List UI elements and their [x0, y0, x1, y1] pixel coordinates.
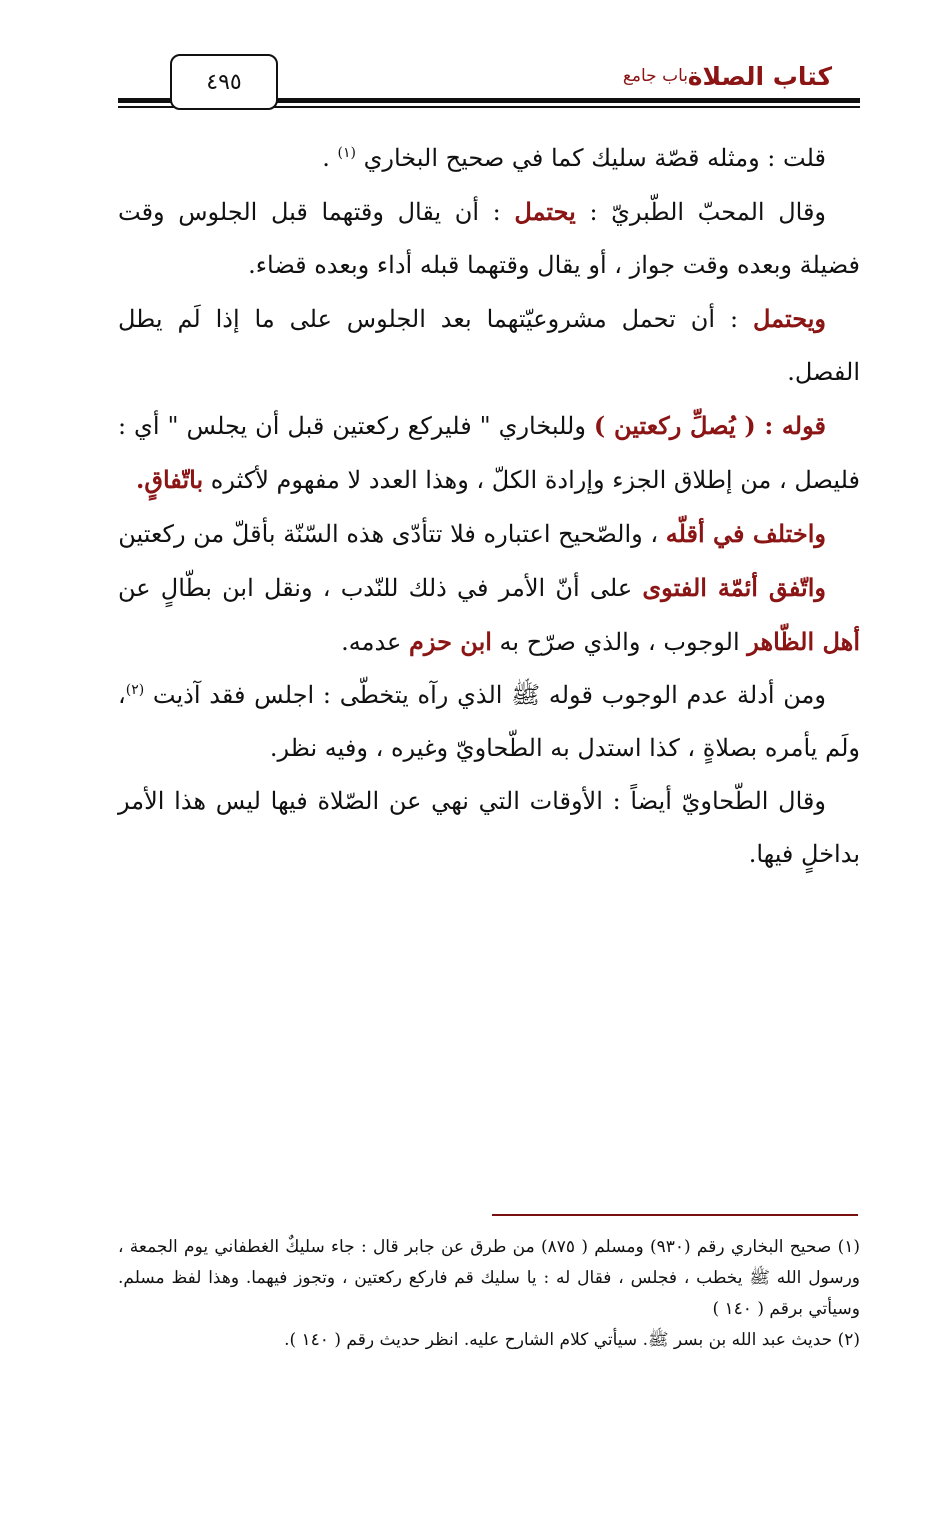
- text-run: ومن أدلة عدم الوجوب قوله ﷺ الذي رآه يتخطّى : اجلس فقد آذيت: [144, 681, 826, 709]
- book-title: كتاب الصلاة: [687, 62, 832, 91]
- highlighted-term: قوله : ( يُصلِّ ركعتين ): [593, 411, 826, 440]
- chapter-title: باب جامع: [622, 66, 688, 86]
- paragraph: [118, 561, 860, 669]
- highlighted-term: أهل الظّاهر: [747, 627, 860, 656]
- page-header: [118, 50, 860, 112]
- paragraph: [118, 399, 860, 507]
- footnote-ref: (٢): [125, 682, 145, 698]
- highlighted-term: باتّفاقٍ.: [136, 465, 204, 494]
- page-number: ٤٩٥: [170, 54, 278, 110]
- highlighted-term: ابن حزم: [409, 627, 492, 656]
- text-run: ، والصّحيح اعتباره فلا تتأدّى هذه السّنّة بأقلّ من ركعتين: [118, 520, 666, 548]
- text-run: قلت : ومثله قصّة سليك كما في صحيح البخاري: [355, 144, 826, 172]
- text-run: على أنّ الأمر في ذلك للنّدب ، ونقل ابن بطّالٍ عن: [118, 574, 643, 602]
- footnote-ref: (١): [337, 145, 356, 161]
- paragraph: [118, 185, 860, 292]
- text-run: وقال الطّحاويّ أيضاً : الأوقات التي نهي عن الصّلاة فيها ليس هذا الأمر بداخلٍ فيها.: [118, 787, 860, 868]
- text-run: : أن يقال وقتهما قبل الجلوس وقت فضيلة وبعده وقت جواز ، أو يقال وقتهما قبله أداء وبعده قضاء.: [118, 198, 860, 279]
- text-run: : أن تحمل مشروعيّتهما بعد الجلوس على ما إذا لَم يطل الفصل.: [118, 305, 860, 386]
- footnote-1: (١) صحيح البخاري رقم (٩٣٠) ومسلم ( ٨٧٥) من طرق عن جابر قال : جاء سليكٌ الغطفاني يوم الجمعة ، ورسول الله ﷺ يخطب ، فجلس ، فقال له : يا سليك قم فاركع ركعتين ، وتجوز فيهما. وهذا لفظ مسلم. وسيأتي برقم ( ١٤٠ ): [118, 1237, 860, 1319]
- paragraph: [118, 292, 860, 399]
- text-run: ، ولَم يأمره بصلاةٍ ، كذا استدل به الطّحاويّ وغيره ، وفيه نظر.: [118, 681, 860, 762]
- highlighted-term: واختلف في أقلّه: [665, 519, 826, 548]
- footnote-separator: [492, 1214, 858, 1216]
- highlighted-term: يحتمل: [514, 197, 576, 226]
- text-run: وقال المحبّ الطّبريّ :: [575, 198, 827, 226]
- paragraph: [118, 507, 860, 561]
- main-text: [118, 132, 860, 881]
- text-run: وللبخاري " فليركع ركعتين قبل أن يجلس " أي : فليصل ، من إطلاق الجزء وإرادة الكلّ ، وهذا العدد لا مفهوم لأكثره: [118, 412, 860, 494]
- text-run: الوجوب ، والذي صرّح به: [491, 628, 748, 656]
- text-run: عدمه.: [341, 628, 409, 656]
- paragraph: [118, 775, 860, 881]
- paragraph: [118, 669, 860, 775]
- paragraph: [118, 132, 860, 185]
- highlighted-term: واتّفق أئمّة الفتوى: [642, 573, 826, 602]
- text-run: .: [322, 144, 338, 172]
- highlighted-term: ويحتمل: [752, 304, 826, 333]
- footnotes: [118, 1232, 860, 1356]
- footnote-2: (٢) حديث عبد الله بن بسر ﷺ. سيأتي كلام الشارح عليه. انظر حديث رقم ( ١٤٠ ).: [284, 1330, 860, 1350]
